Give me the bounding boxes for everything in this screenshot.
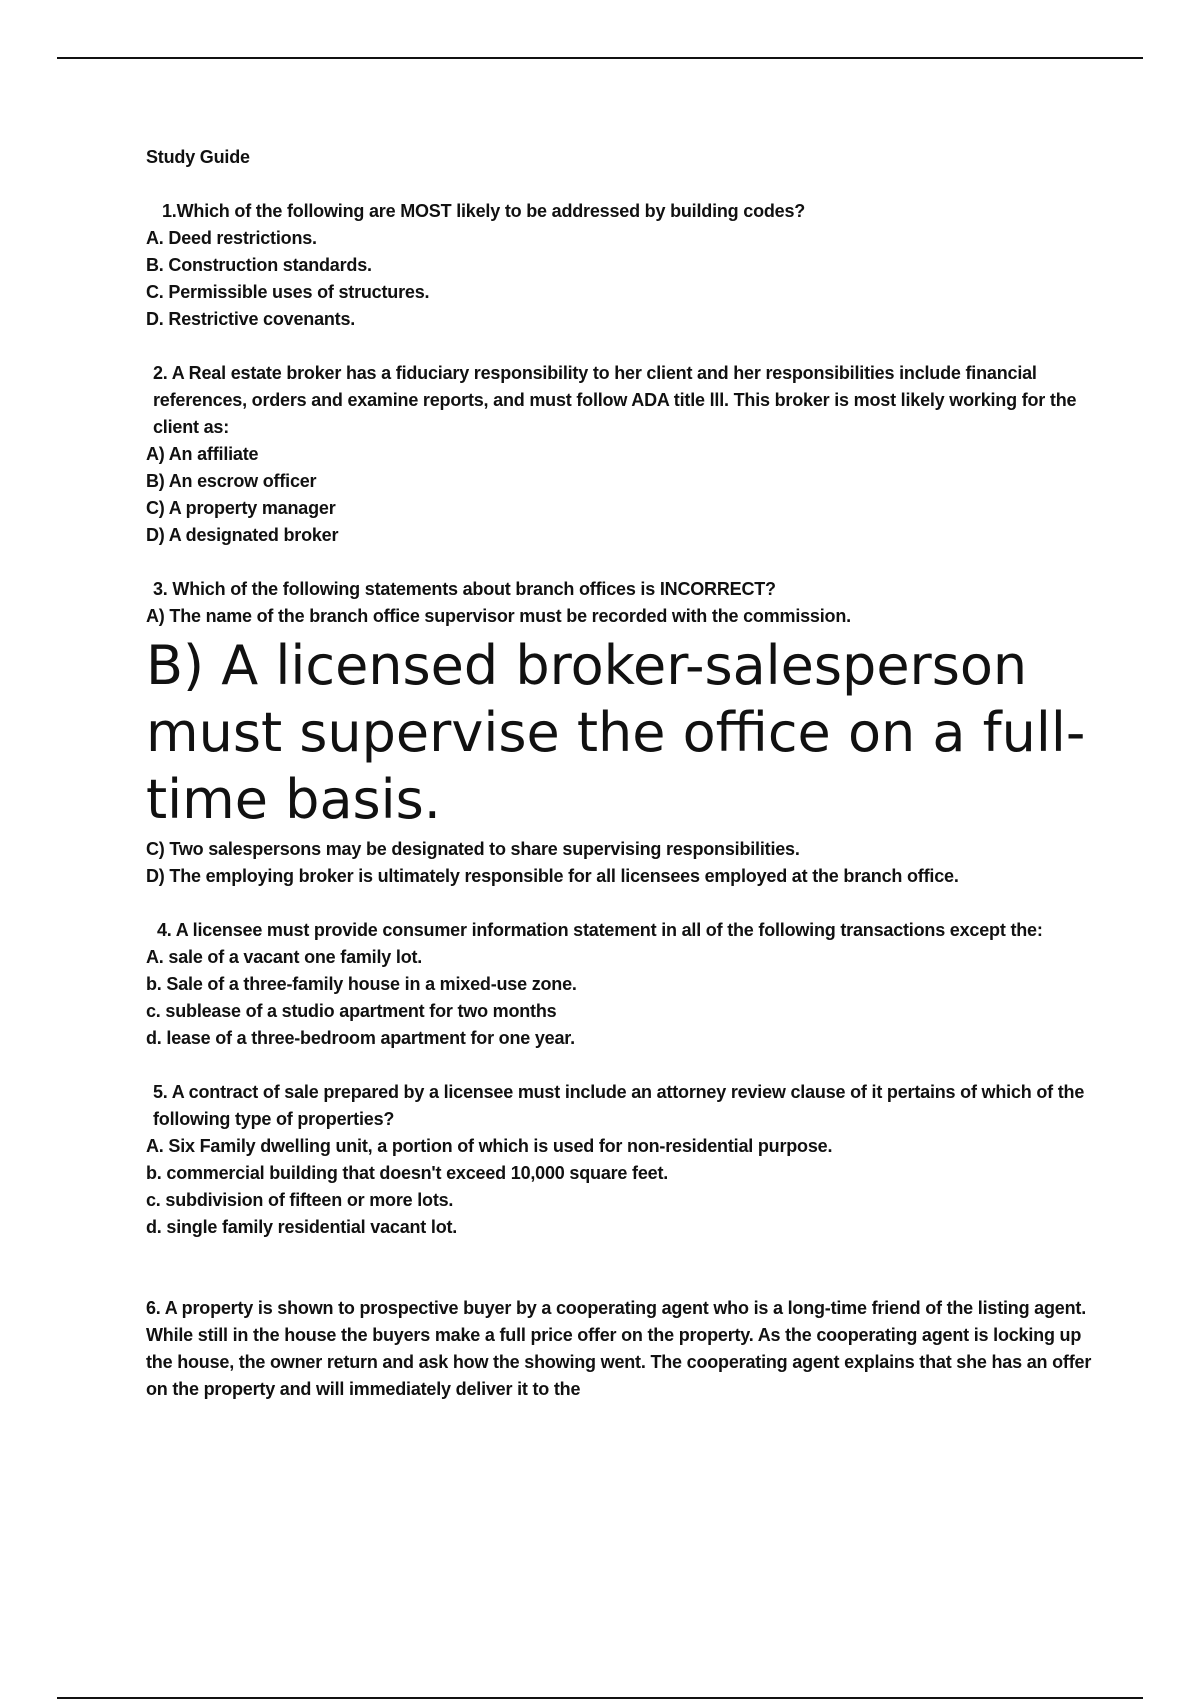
- answer-option: b. Sale of a three-family house in a mixed-use zone.: [146, 974, 577, 994]
- answer-option: c. subdivision of fifteen or more lots.: [146, 1190, 454, 1210]
- question-stem: 2. A Real estate broker has a fiduciary responsibility to her client and her responsibilities include financial references, orders and examine reports, and must follow ADA title lll. This broker is most likely working for the client as:: [153, 363, 1077, 437]
- bottom-rule: [57, 1697, 1143, 1699]
- answer-option: D. Restrictive covenants.: [146, 309, 356, 329]
- answer-option: b. commercial building that doesn't exceed 10,000 square feet.: [146, 1163, 669, 1183]
- question-stem: 6. A property is shown to prospective buyer by a cooperating agent who is a long-time friend of the listing agent. While still in the house the buyers make a full price offer on the property. As the cooperating agent is locking up the house, the owner return and ask how the showing went. The cooperating agent explains that she has an offer on the property and will immediately deliver it to the: [146, 1298, 1092, 1399]
- question-6: [146, 1295, 1106, 1403]
- answer-option: D) A designated broker: [146, 525, 339, 545]
- question-2: [146, 360, 1106, 549]
- document-body: [146, 144, 1106, 1430]
- answer-option: A. sale of a vacant one family lot.: [146, 947, 423, 967]
- answer-option-enlarged: B) A licensed broker-salesperson must supervise the office on a full-time basis.: [146, 634, 1086, 831]
- page-title: Study Guide: [146, 147, 250, 167]
- top-rule: [57, 57, 1143, 59]
- answer-option: D) The employing broker is ultimately responsible for all licensees employed at the branch office.: [146, 866, 959, 886]
- answer-option: C. Permissible uses of structures.: [146, 282, 430, 302]
- question-stem: 5. A contract of sale prepared by a licensee must include an attorney review clause of it pertains of which of the following type of properties?: [153, 1082, 1085, 1129]
- answer-option: d. lease of a three-bedroom apartment for one year.: [146, 1028, 575, 1048]
- answer-option: B) An escrow officer: [146, 471, 317, 491]
- question-4: [146, 917, 1106, 1052]
- answer-option: A. Six Family dwelling unit, a portion of which is used for non-residential purpose.: [146, 1136, 833, 1156]
- answer-option: C) A property manager: [146, 498, 336, 518]
- answer-option: c. sublease of a studio apartment for two months: [146, 1001, 557, 1021]
- question-5: [146, 1079, 1106, 1241]
- answer-option: A) The name of the branch office supervisor must be recorded with the commission.: [146, 606, 851, 626]
- answer-option: B. Construction standards.: [146, 255, 372, 275]
- question-stem: 4. A licensee must provide consumer information statement in all of the following transactions except the:: [157, 920, 1043, 940]
- question-1: [146, 198, 1106, 333]
- answer-option: A. Deed restrictions.: [146, 228, 317, 248]
- answer-option: A) An affiliate: [146, 444, 259, 464]
- question-stem: 1.Which of the following are MOST likely to be addressed by building codes?: [162, 201, 806, 221]
- question-3: [146, 576, 1106, 890]
- answer-option: d. single family residential vacant lot.: [146, 1217, 458, 1237]
- question-stem: 3. Which of the following statements about branch offices is INCORRECT?: [153, 579, 776, 599]
- answer-option: C) Two salespersons may be designated to share supervising responsibilities.: [146, 839, 800, 859]
